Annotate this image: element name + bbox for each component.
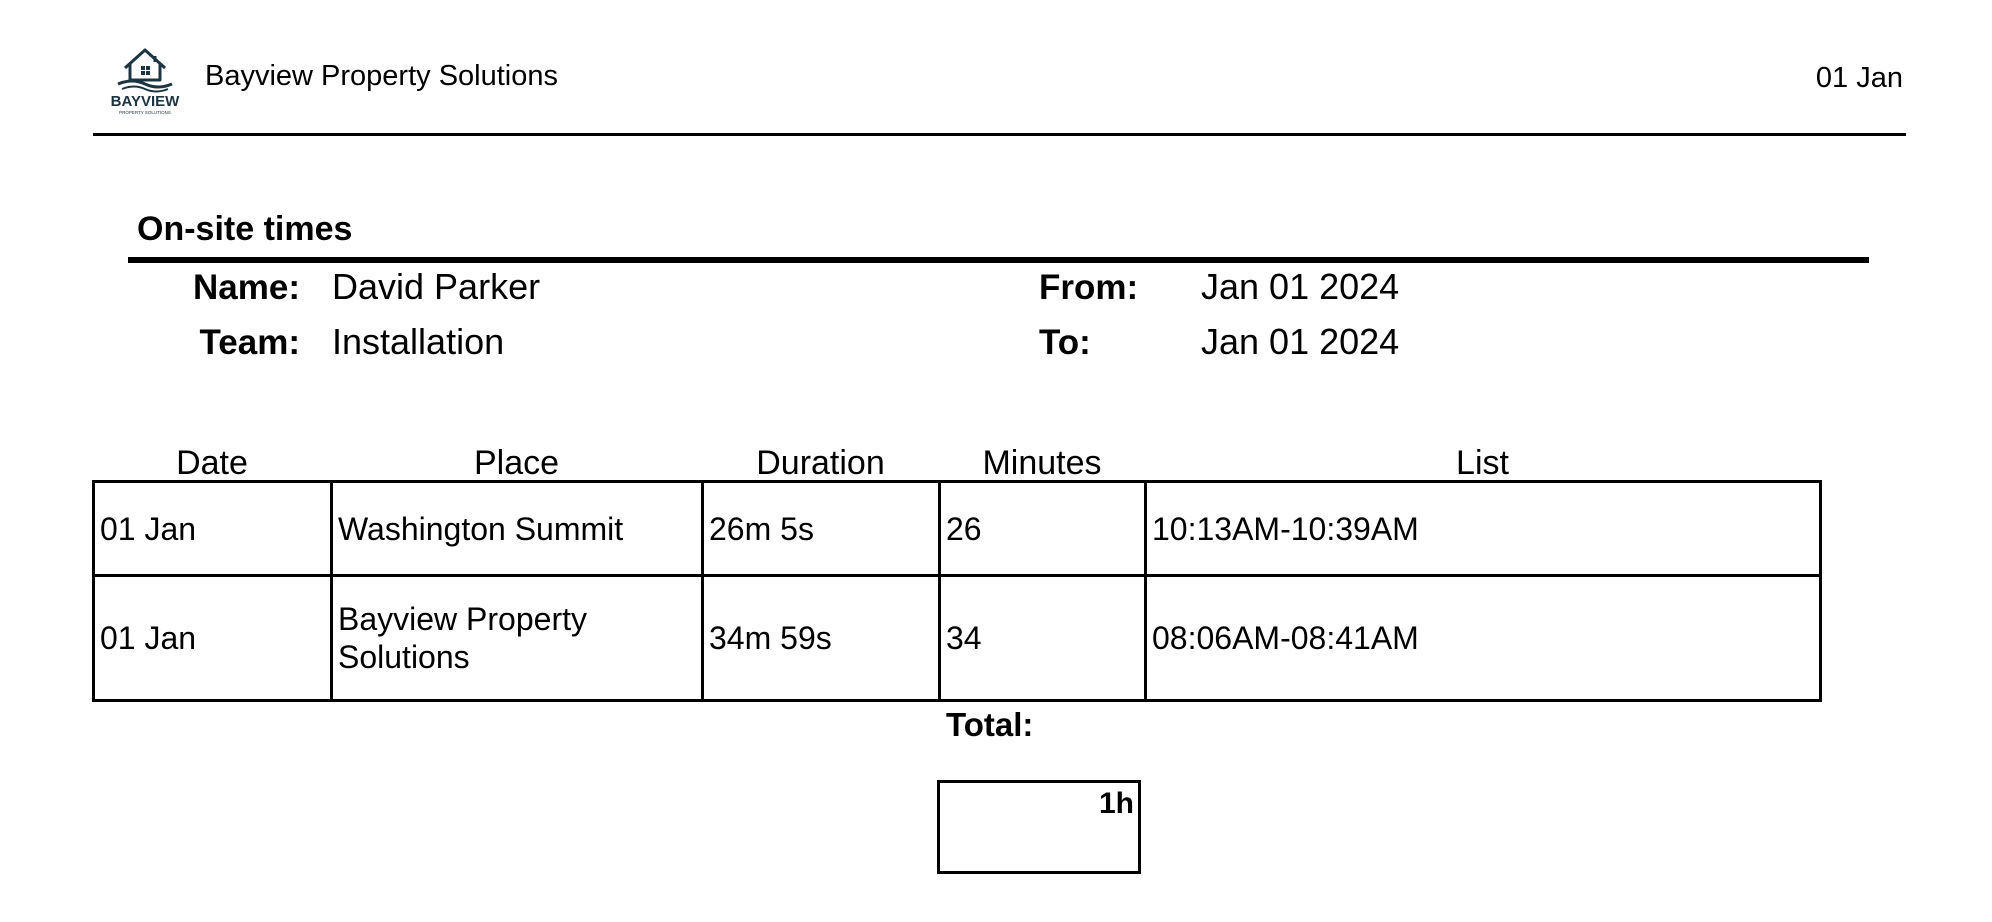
team-label: Team: <box>199 323 300 362</box>
column-header-date: Date <box>176 444 248 482</box>
cell-minutes: 26 <box>940 482 1146 576</box>
times-table <box>92 480 1822 702</box>
cell-list: 10:13AM-10:39AM <box>1146 482 1821 576</box>
table-row <box>94 482 1821 576</box>
total-label: Total: <box>946 706 1034 743</box>
cell-duration: 26m 5s <box>703 482 940 576</box>
team-value: Installation <box>332 321 505 362</box>
column-header-minutes: Minutes <box>982 444 1102 482</box>
column-header-place: Place <box>473 444 560 482</box>
section-title: On-site times <box>137 210 353 248</box>
from-value: Jan 01 2024 <box>1201 266 1400 307</box>
name-value: David Parker <box>332 266 541 307</box>
cell-date: 01 Jan <box>94 482 332 576</box>
from-label: From: <box>1039 268 1139 307</box>
section-divider <box>128 257 1869 263</box>
cell-list: 08:06AM-08:41AM <box>1146 576 1821 701</box>
cell-place: Bayview Property Solutions <box>332 576 703 701</box>
company-name: Bayview Property Solutions <box>205 60 558 92</box>
total-value: 1h <box>1098 787 1134 820</box>
header-divider <box>93 133 1906 136</box>
cell-duration: 34m 59s <box>703 576 940 701</box>
header-date: 01 Jan <box>1815 62 1903 94</box>
cell-place: Washington Summit <box>332 482 703 576</box>
name-label: Name: <box>193 268 300 307</box>
to-label: To: <box>1039 323 1091 362</box>
table-row <box>94 576 1821 701</box>
house-wave-icon <box>100 42 190 116</box>
cell-date: 01 Jan <box>94 576 332 701</box>
to-value: Jan 01 2024 <box>1201 321 1400 362</box>
column-header-duration: Duration <box>756 444 885 482</box>
total-box <box>937 780 1141 874</box>
logo-text: BAYVIEW <box>110 93 180 110</box>
cell-minutes: 34 <box>940 576 1146 701</box>
logo-subtext: PROPERTY SOLUTIONS <box>119 110 171 115</box>
company-logo <box>100 42 190 116</box>
column-header-list: List <box>1456 444 1509 482</box>
